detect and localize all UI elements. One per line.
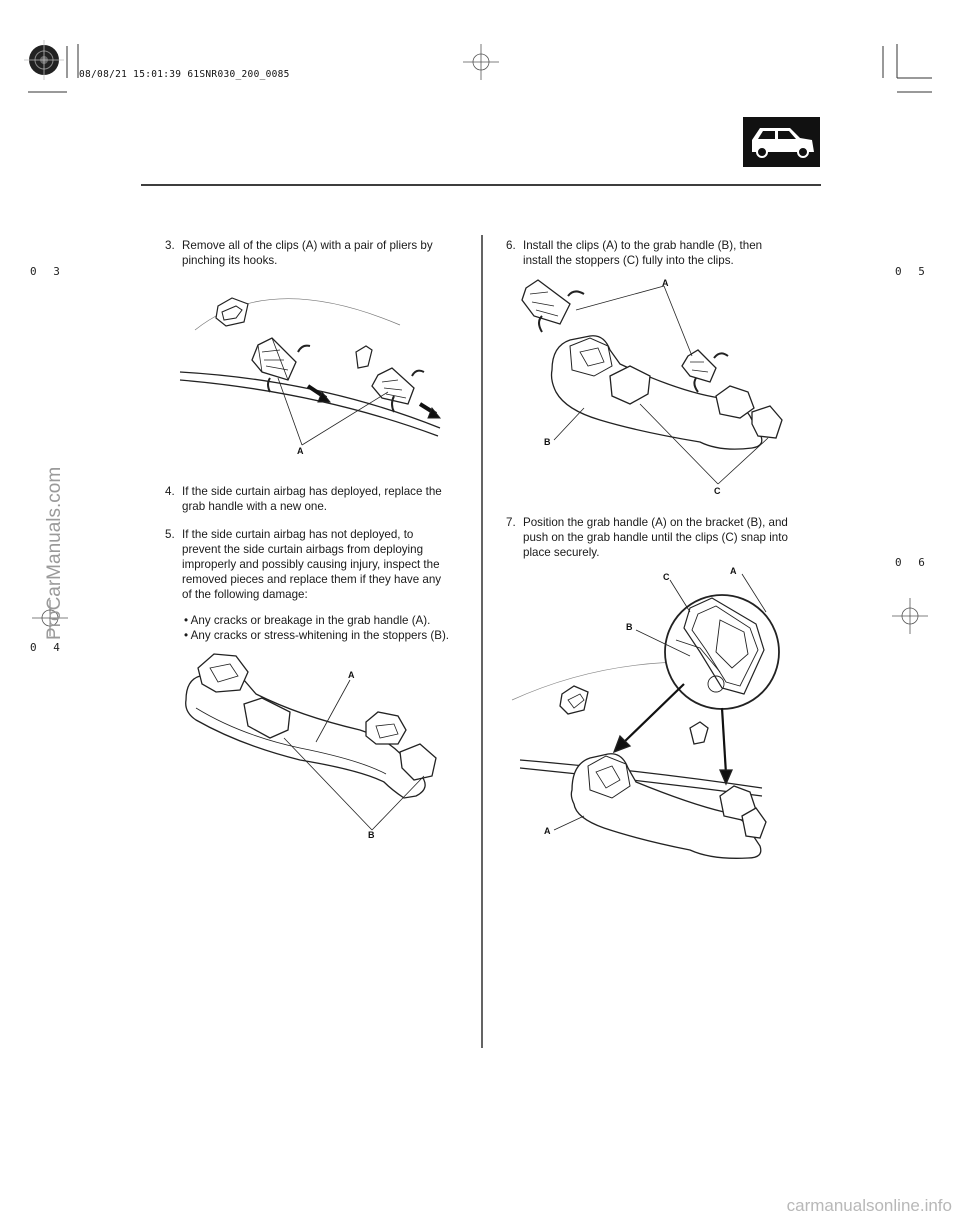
step-5-line-3: improperly and possibly causing injury, inspect the	[182, 558, 440, 571]
headliner-opening-1	[216, 298, 248, 326]
step-5-line-1: If the side curtain airbag has not deployed, to	[182, 528, 414, 541]
registration-mark-top-left	[24, 40, 64, 80]
step-6-number: 6.	[506, 239, 516, 252]
step-4	[165, 484, 475, 514]
margin-mark-left-bottom: 0 4	[30, 641, 65, 654]
step-7-number: 7.	[506, 516, 516, 529]
fig3-callout-b: B	[544, 437, 551, 447]
clip-1	[252, 338, 296, 380]
fig2-callout-b: B	[368, 830, 375, 840]
margin-mark-left-top: 0 3	[30, 265, 65, 278]
bracket-opening-2	[690, 722, 708, 744]
clip-large	[522, 280, 570, 324]
fig4-callout-a-bottom: A	[544, 826, 551, 836]
footer-watermark: carmanualsonline.info	[786, 1196, 952, 1215]
step-3-line-2: pinching its hooks.	[182, 254, 278, 267]
figure-handle-positioning	[512, 574, 779, 858]
fig1-callout-a: A	[297, 446, 304, 456]
print-stamp: 08/08/21 15:01:39 61SNR030_200_0085	[79, 69, 290, 80]
step-5-line-2: prevent the side curtain airbags from deploying	[182, 543, 424, 556]
figure-grab-handle-inspection	[186, 654, 436, 830]
step-3-line-1: Remove all of the clips (A) with a pair of pliers by	[182, 239, 433, 252]
step-5-number: 5.	[165, 528, 175, 541]
registration-crosshair-top	[463, 44, 499, 80]
bullet-stopper-damage: • Any cracks or stress-whitening in the stoppers (B).	[184, 629, 450, 642]
step-7-line-2: push on the grab handle until the clips (C) snap into	[523, 531, 788, 544]
step-4-number: 4.	[165, 485, 175, 498]
step-4-line-2: grab handle with a new one.	[182, 500, 328, 513]
figure-clip-removal	[180, 298, 440, 445]
fig3-callout-a: A	[662, 278, 669, 288]
step-7	[506, 515, 826, 560]
step-5	[165, 527, 475, 602]
bullet-handle-damage: • Any cracks or breakage in the grab handle (A).	[184, 614, 431, 627]
step-6-line-2: install the stoppers (C) fully into the clips.	[523, 254, 734, 267]
step-3	[165, 238, 475, 268]
fig3-callout-c: C	[714, 486, 721, 496]
step-6	[506, 238, 826, 268]
registration-crosshair-right	[892, 598, 928, 634]
step-7-line-1: Position the grab handle (A) on the bracket (B), and	[523, 516, 788, 529]
fig4-callout-b: B	[626, 622, 633, 632]
side-watermark: ProCarManuals.com	[44, 466, 65, 640]
headliner-opening-2	[356, 346, 372, 368]
step-4-line-1: If the side curtain airbag has deployed, replace the	[182, 485, 442, 498]
step-5-line-5: of the following damage:	[182, 588, 308, 601]
fig4-callout-a-top: A	[730, 566, 737, 576]
fig4-callout-c: C	[663, 572, 670, 582]
car-body-icon	[743, 117, 820, 167]
step-5-line-4: removed pieces and replace them if they have any	[182, 573, 442, 586]
figure-clip-installation	[522, 280, 782, 484]
fig2-callout-a: A	[348, 670, 355, 680]
crop-marks	[28, 44, 932, 92]
step-7-line-3: place securely.	[523, 546, 600, 559]
step-6-line-1: Install the clips (A) to the grab handle (B), then	[523, 239, 763, 252]
bracket-opening-1	[560, 686, 588, 714]
margin-mark-right-bottom: 0 6	[895, 556, 930, 569]
step-3-number: 3.	[165, 239, 175, 252]
clip-small	[682, 350, 716, 382]
margin-mark-right-top: 0 5	[895, 265, 930, 278]
